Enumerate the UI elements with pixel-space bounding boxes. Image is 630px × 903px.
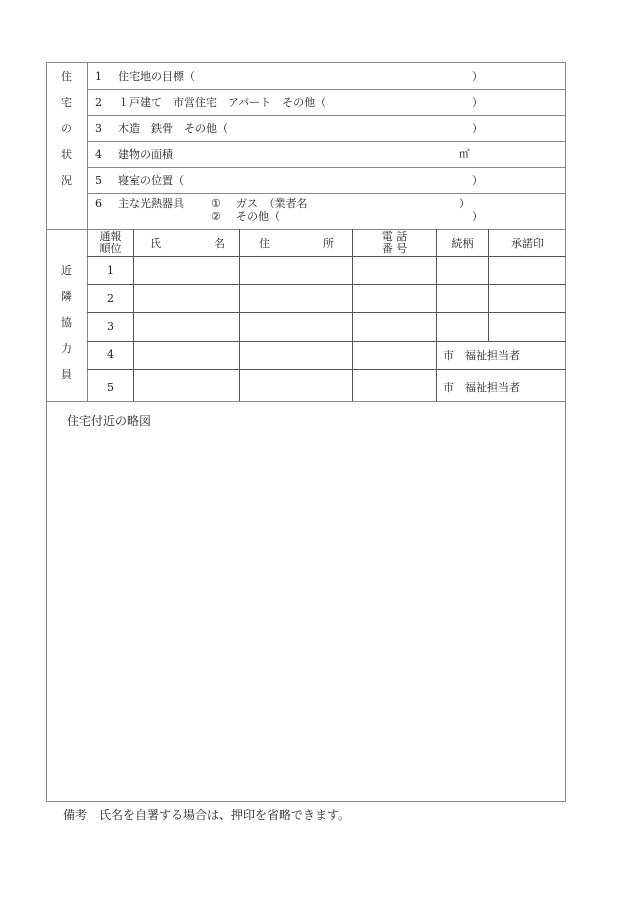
row-divider (87, 256, 566, 257)
close-paren: ） (472, 70, 483, 83)
option-other: その他（ (236, 210, 280, 223)
row-number: 6 (95, 197, 102, 210)
neighbor-label-char: 力 (61, 342, 72, 355)
row-number: 4 (95, 148, 102, 161)
close-paren: ） (472, 122, 483, 135)
housing-label-char: 況 (61, 174, 72, 187)
housing-label-char: の (61, 122, 72, 135)
option-gas: ガス （業者名 (236, 197, 308, 210)
row-divider (87, 369, 566, 370)
welfare-officer-label: 市 福祉担当者 (443, 349, 520, 362)
footnote: 備考 氏名を自署する場合は、押印を省略できます。 (63, 808, 351, 822)
header-address-b: 所 (323, 237, 334, 250)
housing-label-char: 住 (61, 70, 72, 83)
housing-label-char: 宅 (61, 96, 72, 109)
order-number: 4 (107, 348, 114, 361)
neighbor-label-char: 員 (61, 368, 72, 381)
col-divider (352, 229, 353, 401)
header-address-a: 住 (259, 237, 270, 250)
row-divider (87, 141, 566, 142)
neighbor-label-char: 隣 (61, 290, 72, 303)
row-number: 5 (95, 174, 102, 187)
close-paren: ） (472, 96, 483, 109)
close-paren: ） (472, 210, 483, 223)
heating-label: 主な光熱器具 (118, 197, 184, 210)
option2-mark: ② (211, 210, 221, 223)
header-phone-line1: 電 話 (381, 230, 408, 243)
option1-mark: ① (211, 197, 221, 210)
col-divider (133, 229, 134, 401)
row-divider (87, 312, 566, 313)
neighbor-label-char: 協 (61, 316, 72, 329)
bedroom-label: 寝室の位置（ (118, 174, 184, 187)
close-paren: ） (472, 174, 483, 187)
area-label: 建物の面積 (118, 148, 173, 161)
row-number: 1 (95, 70, 102, 83)
housing-label-char: 状 (61, 148, 72, 161)
header-name-a: 氏 (150, 237, 161, 250)
col-divider (239, 229, 240, 401)
row-divider (87, 167, 566, 168)
order-number: 5 (107, 381, 114, 394)
header-relation: 続柄 (451, 237, 474, 250)
row-divider (87, 115, 566, 116)
header-order-line2: 順位 (99, 242, 122, 255)
structure-options: 木造 鉄骨 その他（ (118, 122, 228, 135)
close-paren: ） (459, 197, 470, 210)
header-order-line1: 通報 (99, 230, 122, 243)
neighbor-label-char: 近 (61, 264, 72, 277)
row-divider (87, 89, 566, 90)
header-seal: 承諾印 (511, 237, 544, 250)
header-phone-line2: 番 号 (381, 242, 408, 255)
housing-type-options: １戸建て 市営住宅 アパート その他（ (118, 96, 327, 109)
row-divider (87, 341, 566, 342)
header-name-b: 名 (214, 237, 225, 250)
row-number: 3 (95, 122, 102, 135)
row-divider (87, 193, 566, 194)
landmark-label: 住宅地の目標（ (118, 70, 195, 83)
area-unit: ㎡ (459, 148, 470, 160)
order-number: 2 (107, 292, 114, 305)
sketch-title: 住宅付近の略図 (67, 414, 152, 428)
order-number: 1 (107, 264, 114, 277)
row-number: 2 (95, 96, 102, 109)
row-divider (87, 284, 566, 285)
col-divider (436, 229, 437, 401)
welfare-officer-label: 市 福祉担当者 (443, 381, 520, 394)
sketch-area[interactable] (47, 402, 565, 801)
order-number: 3 (107, 320, 114, 333)
